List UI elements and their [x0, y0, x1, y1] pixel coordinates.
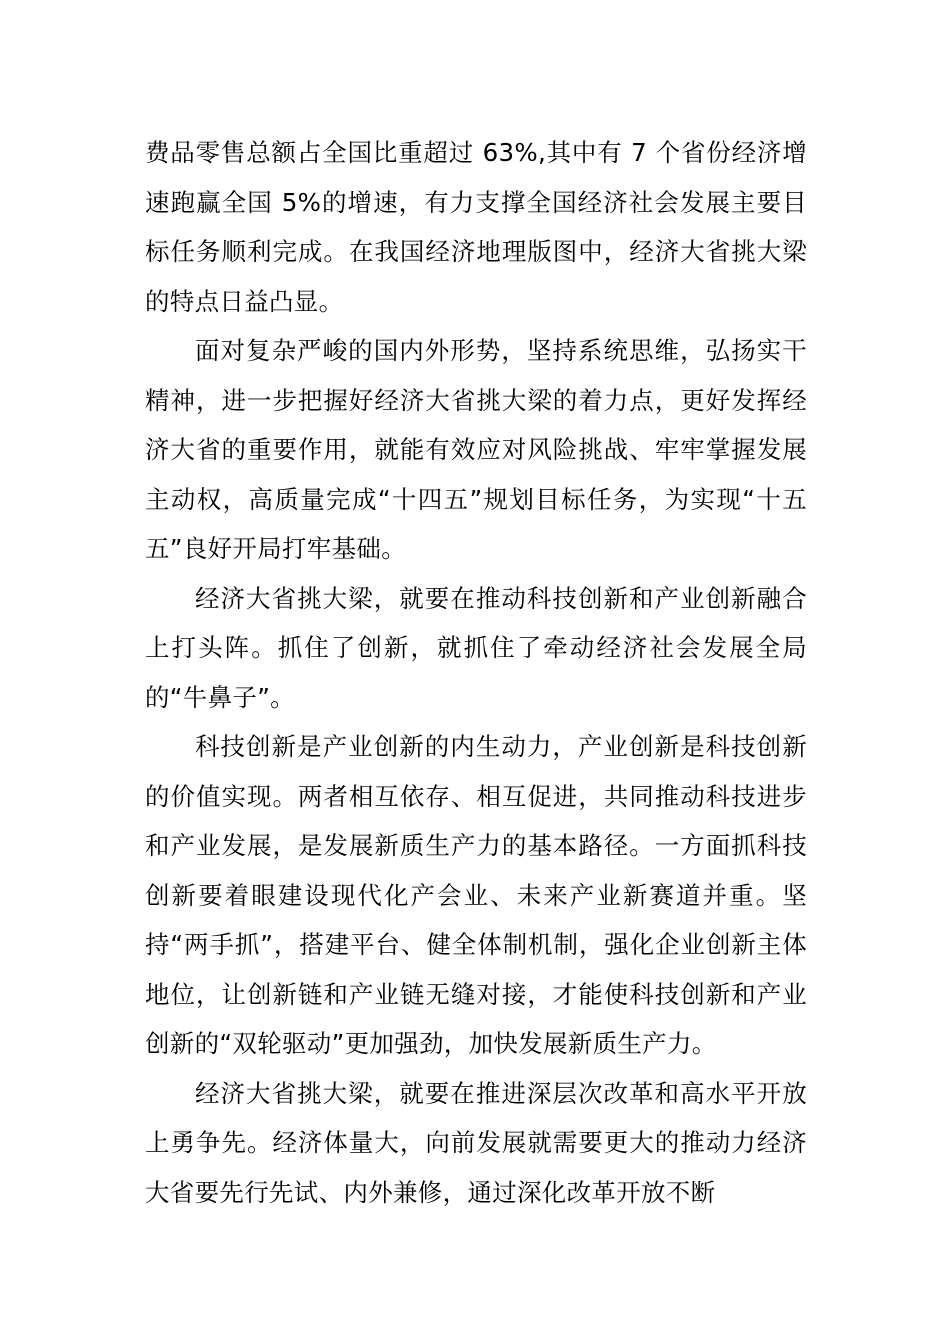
paragraph-4: 科技创新是产业创新的内生动力，产业创新是科技创新的价值实现。两者相互依存、相互促进，共同推动科技进步和产业发展，是发展新质生产力的基本路径。一方面抓科技创新要着眼建设现代化产会业、未来产业新赛道并重。坚持“两手抓”，搭建平台、健全体制机制，强化企业创新主体地位，让创新链和产业链无缝对接，才能使科技创新和产业创新的“双轮驱动”更加强劲，加快发展新质生产力。	[145, 732, 807, 1058]
paragraph-2: 面对复杂严峻的国内外形势，坚持系统思维，弘扬实干精神，进一步把握好经济大省挑大梁的着力点，更好发挥经济大省的重要作用，就能有效应对风险挑战、牢牢掌握发展主动权，高质量完成“十四五”规划目标任务，为实现“十五五”良好开局打牢基础。	[145, 336, 807, 563]
paragraph-5: 经济大省挑大梁，就要在推进深层次改革和高水平开放上勇争先。经济体量大，向前发展就需要更大的推动力经济大省要先行先试、内外兼修，通过深化改革开放不断	[145, 1078, 807, 1207]
document-body	[145, 128, 807, 1217]
paragraph-1: 费品零售总额占全国比重超过 63%,其中有 7 个省份经济增速跑赢全国 5%的增速，有力支撑全国经济社会发展主要目标任务顺利完成。在我国经济地理版图中，经济大省挑大梁的特点日益凸显。	[145, 138, 807, 316]
paragraph-3: 经济大省挑大梁，就要在推动科技创新和产业创新融合上打头阵。抓住了创新，就抓住了牵动经济社会发展全局的“牛鼻子”。	[145, 583, 807, 712]
